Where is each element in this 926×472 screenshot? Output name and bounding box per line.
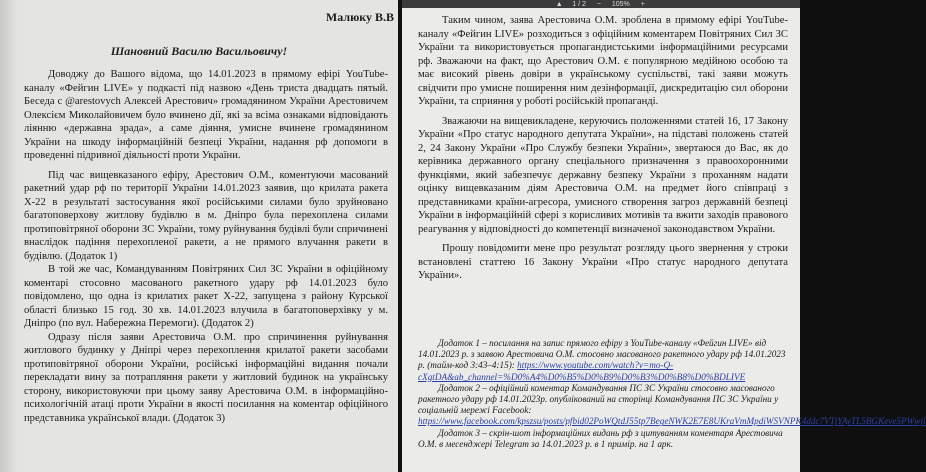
- greeting-line: Шановний Василю Васильовичу!: [110, 44, 288, 58]
- left-body-text: [24, 68, 388, 425]
- viewer-toolbar: [402, 0, 800, 8]
- attachment-link[interactable]: https://www.facebook.com/kpszsu/posts/pfbid02PoWQtdJ55tp7BegeNWK2E7E8UKraVmMpdiWSVNPK4ddc7VTjYAyTL5BGKeve5PWwjl: [418, 416, 926, 427]
- attachment-text: Додаток 1 – посилання на запис прямого ефіру з YouTube-каналу «Фейгин LIVE» від 14.01.2023 р. з заявою Арестовича О.М. стосовно масованого ракетного удару рф 14.01.2023 р. (тайм-код 3:43–4:15):: [418, 338, 786, 371]
- paragraph: Таким чином, заява Арестовича О.М. зроблена в прямому ефірі YouTube-каналу «Фейгин LIVE» розходиться з офіційним коментарем Повітряних Сил ЗС України та використовується пропагандистськими інформаційними ресурсами рф. Зважаючи на факт, що Арестович О.М. є популярною медійною особою та має високий рівень довіри в українському суспільстві, такі заяви можуть свідчити про умисне поширення ним дезінформації, дискредитацію сил оборони України, та сприяння у роботі російській пропаганді.: [418, 15, 788, 107]
- paragraph: Прошу повідомити мене про результат розгляду цього звернення у строки встановлені статтею 16 Закону України «Про статус народного депутата України».: [418, 243, 788, 281]
- right-body-text: [418, 14, 788, 283]
- paragraph: В той же час, Командуванням Повітряних Сил ЗС України в офіційному коментарі стосовно масованого ракетного удару рф 14.01.2023 було повідомлено, що одна із крилатих ракет Х-22, запущена з району Курської області близько 15 год. 30 хв. 14.01.2023 влучила в багатоповерхівку у м. Дніпро (по вул. Набережна Перемоги). (Додаток 2): [24, 264, 388, 329]
- page-up-icon[interactable]: ▲: [555, 0, 563, 8]
- paragraph: Зважаючи на вищевикладене, керуючись положеннями статей 16, 17 Закону України «Про статус народного депутата України», на підставі положень статей 2, 24 Закону України «Про Службу безпеки України», звертаюся до Вас, як до керівника державного органу спеціального призначення з правоохоронними функціями, який забезпечує державну безпеку України з проханням надати оцінку вищевказаним діям Арестовича О.М. на предмет його співпраці з представниками країни-агресора, умисного створення загроз державній безпеці України в інформаційній сфері з корисливих мотивів та вжити заходів правового реагування у відповідності до компетенції визначеної законодавством України.: [418, 115, 788, 235]
- zoom-out-icon[interactable]: −: [596, 0, 601, 8]
- left-document-page: [0, 0, 398, 472]
- paragraph: Доводжу до Вашого відома, що 14.01.2023 в прямому ефірі YouTube-каналу «Фейгин LIVE» у подкасті під назвою «День триста двадцать пятый. Беседа с @arestovych Алексей Арестович» громадянином України Арестовичем Олексієм Миколайовичем було вчинено дії, які за всіма ознаками відповідають ліянню «державна зрада», а саме діяння, умисне вчинене громадянином України на шкоду інформаційній безпеці України, надання рф допомоги в проведенні підривної діяльності проти України.: [24, 69, 388, 161]
- attachment-item: [418, 338, 790, 383]
- addressee-header: Малюку В.В: [325, 10, 394, 24]
- page-indicator: 1 / 2: [572, 0, 586, 8]
- zoom-level: 105%: [611, 0, 630, 8]
- zoom-in-icon[interactable]: +: [640, 0, 645, 8]
- page-shadow: [0, 0, 18, 472]
- paragraph: Одразу після заяви Арестовича О.М. про спричинення руйнування житлового будинку у Дніпрі через перехоплення крилатої ракети засобами протиповітряної оборони України, російські інформаційні видання почали перекладати вину за потрапляння ракети у житловий будинок на українську сторону, використовуючи при цьому заяву Арестовича О.М. в інформаційно-психологічній атаці проти України в якості посилання на коментар офіційного представника української влади. (Додаток 3): [24, 331, 388, 424]
- attachments-list: [418, 338, 926, 450]
- attachment-link[interactable]: https://www.youtube.com/watch?v=mo-Q-cXgtDA&ab_channel=%D0%A4%D0%B5%D0%B9%D0%B3%D0%B8%D0%BDLIVE: [418, 360, 746, 382]
- attachment-item: [418, 428, 790, 450]
- attachment-item: [418, 382, 926, 428]
- attachment-text: Додаток 2 – офіційний коментар Командування ПС ЗС України стосовно масованого ракетного удару рф 14.01.2023р. опублікований на сторінці Командування ПС ЗС України у соціальній мережі Facebook:: [418, 382, 779, 416]
- paragraph: Під час вищевказаного ефіру, Арестович О.М., коментуючи масований ракетний удар рф по території України 14.01.2023 заявив, що крилата ракета Х-22 в результаті застосування якої російськими силами було зруйновано багатоповерхову житлову будівлю в м. Дніпро була перехоплена силами протиповітряної оборони ЗС України, тому руйнування будівлі були спричинені внаслідок падіння перехопленої ракети, а не прямого влучання ракети в будівлю. (Додаток 1): [24, 169, 388, 262]
- right-document-page: [402, 0, 926, 472]
- attachment-text: Додаток 3 – скрін-шот інформаційних видань рф з цитуванням коментаря Арестовича О.М. в месенджері Telegram за 14.01.2023 р. в 1 примір. на 1 арк.: [418, 427, 783, 449]
